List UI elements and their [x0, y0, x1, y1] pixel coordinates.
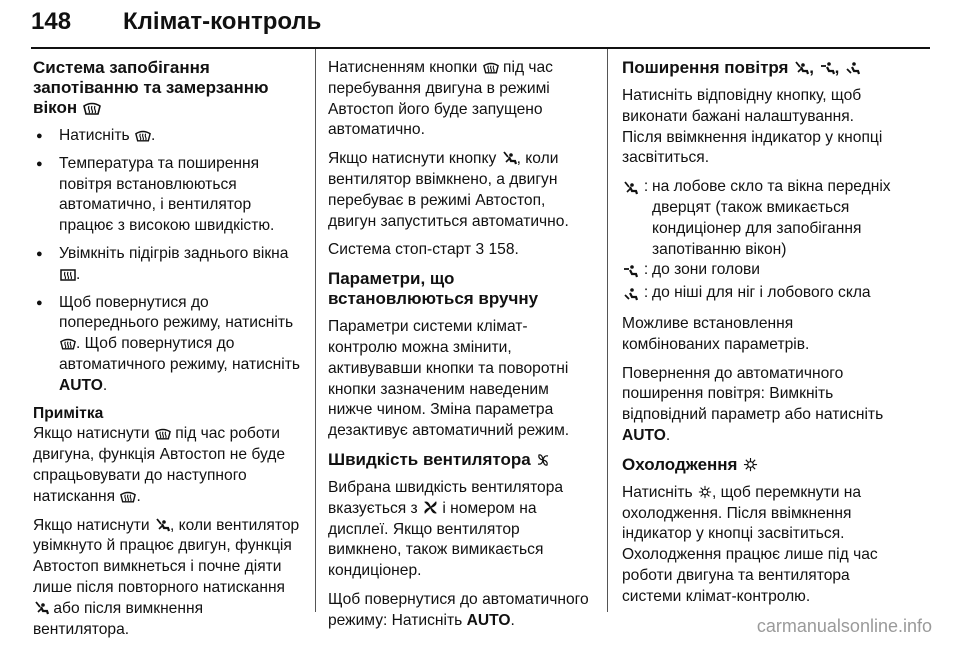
paragraph: Система стоп-старт 3 158.: [328, 241, 519, 259]
air-to-windscreen-icon: [502, 151, 517, 165]
section-title-manual: Параметри, що встановлюються вручну: [328, 269, 539, 309]
page-number: 148: [31, 8, 72, 35]
paragraph: Якщо натиснути кнопку , коли вентилятор ввімкнено, а двигун перебуває в режимі Автостоп, двигун запуститься автоматично.: [328, 150, 569, 230]
air-distribution-options: [622, 177, 892, 306]
auto-button-label: AUTO: [59, 376, 103, 394]
column-2: [328, 58, 596, 640]
chapter-title: Клімат-контроль: [123, 8, 322, 35]
watermark: carmanualsonline.info: [756, 616, 932, 636]
section-title-cooling: Охолодження: [622, 455, 892, 475]
section-title-fan-speed: Швидкість вентилятора: [328, 450, 596, 470]
auto-button-label: AUTO: [622, 426, 666, 444]
fan-icon: [536, 453, 550, 467]
paragraph: Параметри системи клімат-контролю можна змінити, активувавши кнопки та поворотні кнопки зазначеним наведеним нижче чином. Зміна параметра дезактивує автоматичний режим.: [328, 318, 570, 440]
air-to-windscreen-icon: [794, 61, 809, 75]
list-item: ● Температура та поширення повітря встановлюються автоматично, і вентилятор працює з високою швидкістю.: [33, 154, 303, 237]
paragraph: Вибрана швидкість вентилятора вказується з і номером на дисплеї. Якщо вентилятор вимкнено, також вимикається кондиціонер.: [328, 478, 564, 580]
column-1: [33, 58, 303, 648]
section-title-defrost: Система запобігання запотіванню та замерзанню вікон: [33, 58, 269, 117]
air-to-windscreen-icon: [623, 181, 638, 195]
note-heading: Примітка: [33, 404, 104, 422]
list-item: ● Щоб повернутися до попереднього режиму, натисніть . Щоб повернутися до автоматичного режиму, натисніть AUTO.: [33, 293, 303, 397]
paragraph: Можливе встановлення комбінованих параметрів.: [622, 314, 810, 353]
auto-button-label: AUTO: [466, 611, 511, 629]
list-item: ● Натисніть .: [33, 126, 303, 147]
windscreen-defrost-icon: [155, 427, 171, 440]
air-to-head-icon: [623, 264, 638, 278]
air-to-windscreen-icon: [34, 601, 49, 615]
paragraph: Натисненням кнопки під час перебування двигуна в режимі Автостоп його буде запущено автоматично.: [328, 59, 553, 139]
air-to-feet-icon: [623, 287, 638, 301]
list-item: ● Увімкніть підігрів заднього вікна .: [33, 244, 303, 286]
windscreen-defrost-icon: [120, 490, 136, 503]
definition-text: до зони голови: [652, 261, 761, 279]
definition-row: : до зони голови: [622, 260, 892, 283]
header-rule: [31, 47, 930, 49]
snowflake-cooling-icon: [743, 457, 758, 472]
paragraph: Щоб повернутися до автоматичного режиму: Натисніть AUTO.: [328, 590, 589, 629]
definition-text: на лобове скло та вікна передніх дверцят (також вмикається кондиціонер для запобігання запотіванню вікон): [652, 178, 891, 258]
fan-icon: [423, 500, 438, 515]
air-to-feet-icon: [845, 61, 860, 75]
column-divider: [607, 49, 608, 612]
note-paragraph: Якщо натиснути під час роботи двигуна, функція Автостоп не буде спрацьовувати до наступного натискання .: [33, 425, 286, 505]
instruction-list: [33, 126, 303, 397]
note-paragraph: Якщо натиснути , коли вентилятор увімкнуто й працює двигун, функція Автостоп вимкнеться і почне діяти лише після повторного натискання або після вимкнення вентилятора.: [33, 516, 300, 638]
column-3: [622, 58, 892, 616]
column-divider: [315, 49, 316, 612]
paragraph: Натисніть , щоб перемкнути на охолодження. Після ввімкнення індикатор у кнопці засвітиться. Охолодження працює лише під час роботи двигуна та вентилятора системи клімат-контролю.: [622, 483, 878, 605]
windscreen-defrost-icon: [135, 129, 151, 142]
definition-row: : до ніші для ніг і лобового скла: [622, 283, 892, 306]
rear-window-heater-icon: [60, 268, 76, 281]
paragraph: Натисніть відповідну кнопку, щоб виконати бажані налаштування. Після ввімкнення індикатор у кнопці засвітиться.: [622, 87, 883, 167]
windscreen-defrost-icon: [483, 61, 499, 74]
section-title-air-distribution: Поширення повітря , ,: [622, 58, 892, 78]
air-to-head-icon: [820, 61, 835, 75]
page-header: [31, 8, 930, 48]
snowflake-cooling-icon: [698, 485, 712, 499]
air-to-windscreen-icon: [155, 518, 170, 532]
windscreen-defrost-icon: [60, 337, 76, 350]
paragraph: Повернення до автоматичного поширення повітря: Вимкніть відповідний параметр або натисніть AUTO.: [622, 364, 884, 444]
windscreen-defrost-icon: [83, 101, 101, 115]
definition-row: : на лобове скло та вікна передніх дверцят (також вмикається кондиціонер для запобігання запотіванню вікон): [622, 177, 892, 260]
page-reference[interactable]: 3 158.: [475, 241, 519, 259]
definition-text: до ніші для ніг і лобового скла: [652, 284, 871, 302]
